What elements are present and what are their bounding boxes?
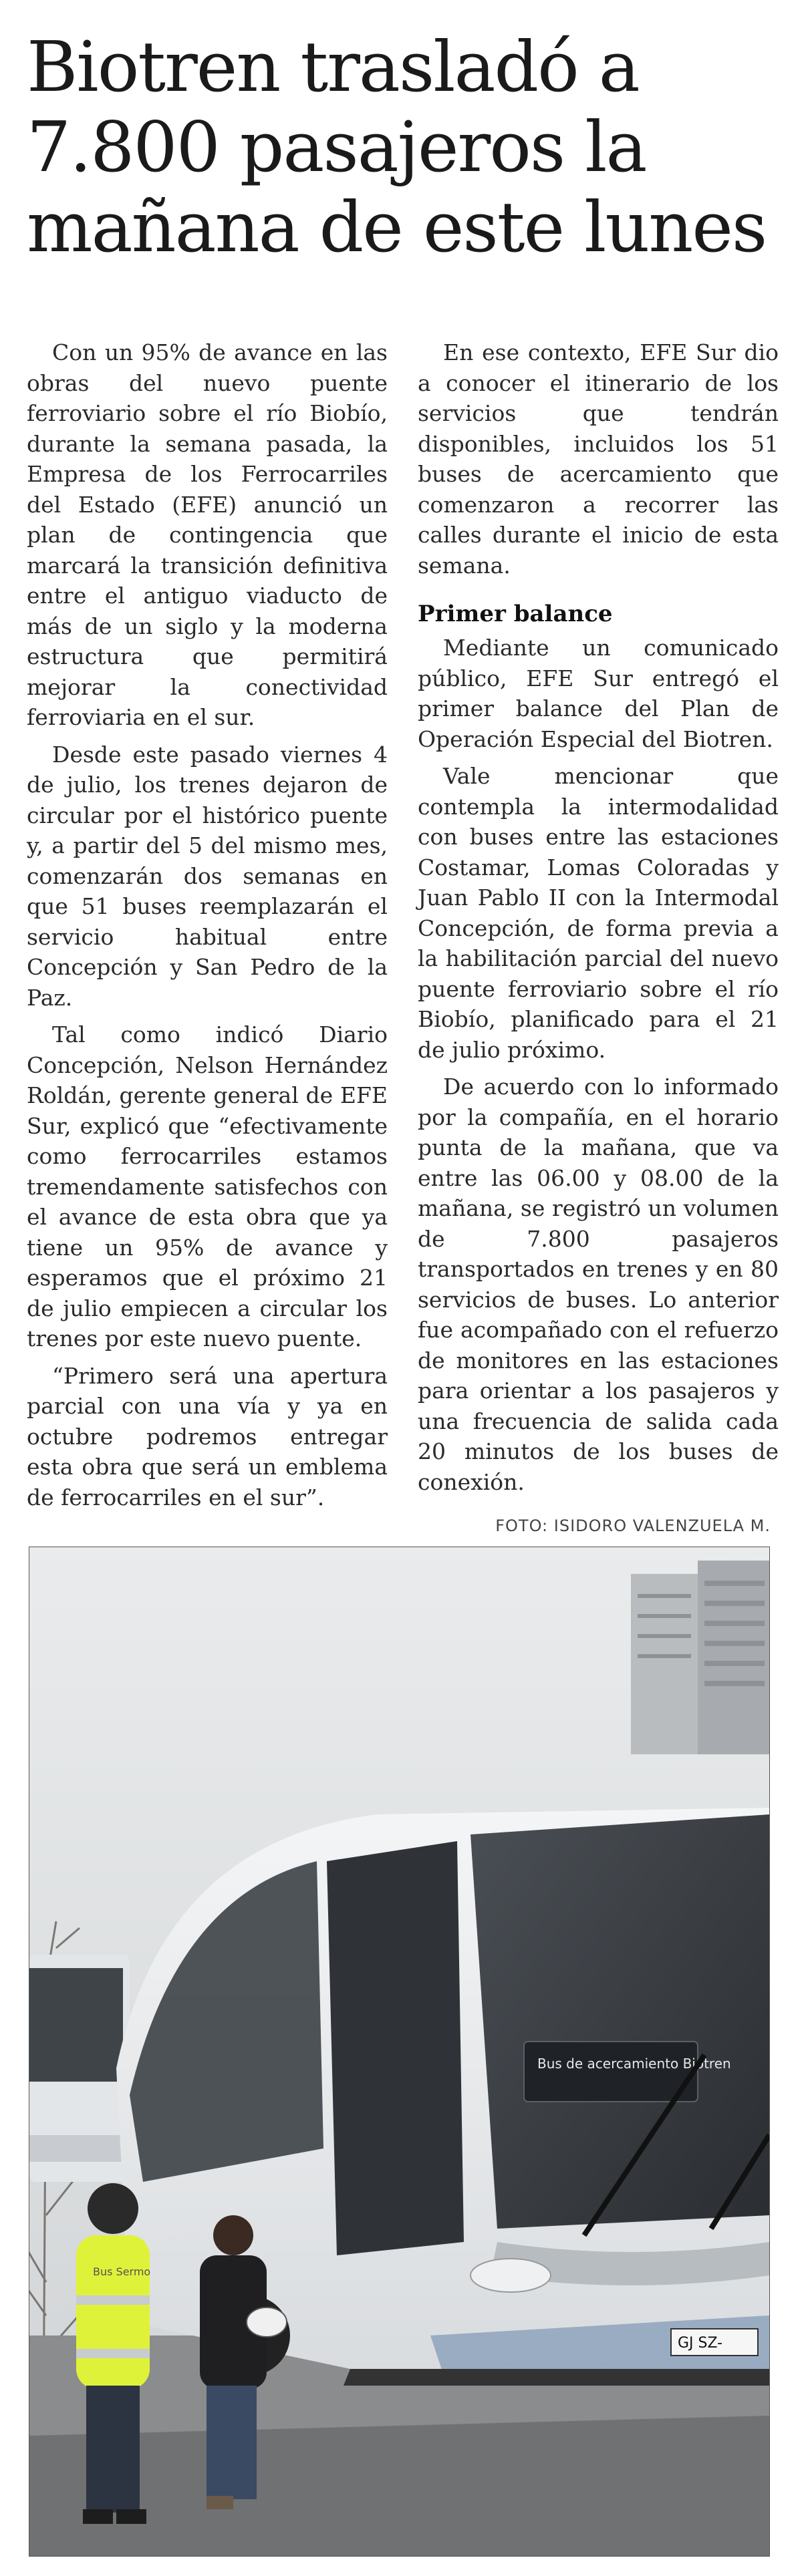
bus-photo <box>29 1547 770 2557</box>
article-paragraph: Tal como indicó Diario Concepción, Nelson Hernández Roldán, gerente general de EFE Sur, explicó que “efectivamente como ferrocarriles estamos tremendamente satisfechos con el avance de esta obra que ya tiene un 95% de avance y esperamos que el próximo 21 de julio empiecen a circular los trenes por este nuevo puente. <box>27 1021 388 1351</box>
article-paragraph: Con un 95% de avance en las obras del nuevo puente ferroviario sobre el río Biobío, durante la semana pasada, la Empresa de los Ferrocarriles del Estado (EFE) anunció un plan de contingencia que marcará la transición definitiva entre el antiguo viaducto de más de un siglo y la moderna estructura que permitirá mejorar la conectividad ferroviaria en el sur. <box>27 339 388 730</box>
article-column-right <box>418 337 779 1504</box>
article-column-left <box>27 337 388 1519</box>
article-paragraph: Mediante un comunicado público, EFE Sur entregó el primer balance del Plan de Operación Especial del Biotren. <box>418 635 779 752</box>
license-plate: GJ SZ- <box>678 2335 723 2352</box>
article-paragraph: En ese contexto, EFE Sur dio a conocer el itinerario de los servicios que tendrán disponibles, incluidos los 51 buses de acercamiento que comenzaron a recorrer las calles durante el inicio de esta semana. <box>418 339 779 579</box>
headline: Biotren trasladó a 7.800 pasajeros la mañana de este lunes <box>27 26 767 268</box>
photo-credit: FOTO: ISIDORO VALENZUELA M. <box>495 1516 771 1535</box>
article-paragraph: “Primero será una apertura parcial con una vía y ya en octubre podremos entregar esta obra que será un emblema de ferrocarriles en el sur”. <box>27 1362 388 1510</box>
building <box>631 1561 769 1754</box>
bus-illustration <box>29 1547 769 2556</box>
subheading: Primer balance <box>418 601 613 627</box>
article-paragraph: Desde este pasado viernes 4 de julio, los trenes dejaron de circular por el histórico puente y, a partir del 5 del mismo mes, comenzarán dos semanas en que 51 buses reemplazarán el servicio habitual entre Concepción y San Pedro de la Paz. <box>27 741 388 1011</box>
bus-destination-sign: Bus de acercamiento Biotren <box>537 2056 731 2072</box>
article-paragraph: De acuerdo con lo informado por la compañía, en el horario punta de la mañana, que va entre las 06.00 y 08.00 de la mañana, se registró un volumen de 7.800 pasajeros transportados en trenes y en 80 servicios de buses. Lo anterior fue acompañado con el refuerzo de monitores en las estaciones para orientar a los pasajeros y una frecuencia de salida cada 20 minutos de los buses de conexión. <box>418 1074 779 1495</box>
vest-text: Bus Sermo <box>93 2265 151 2278</box>
article-paragraph: Vale mencionar que contempla la intermodalidad con buses entre las estaciones Costamar, Lomas Coloradas y Juan Pablo II con la Intermodal Concepción, de forma previa a la habilitación parcial del nuevo puente ferroviario sobre el río Biobío, planificado para el 21 de julio próximo. <box>418 763 779 1063</box>
far-bus <box>29 1955 130 2182</box>
